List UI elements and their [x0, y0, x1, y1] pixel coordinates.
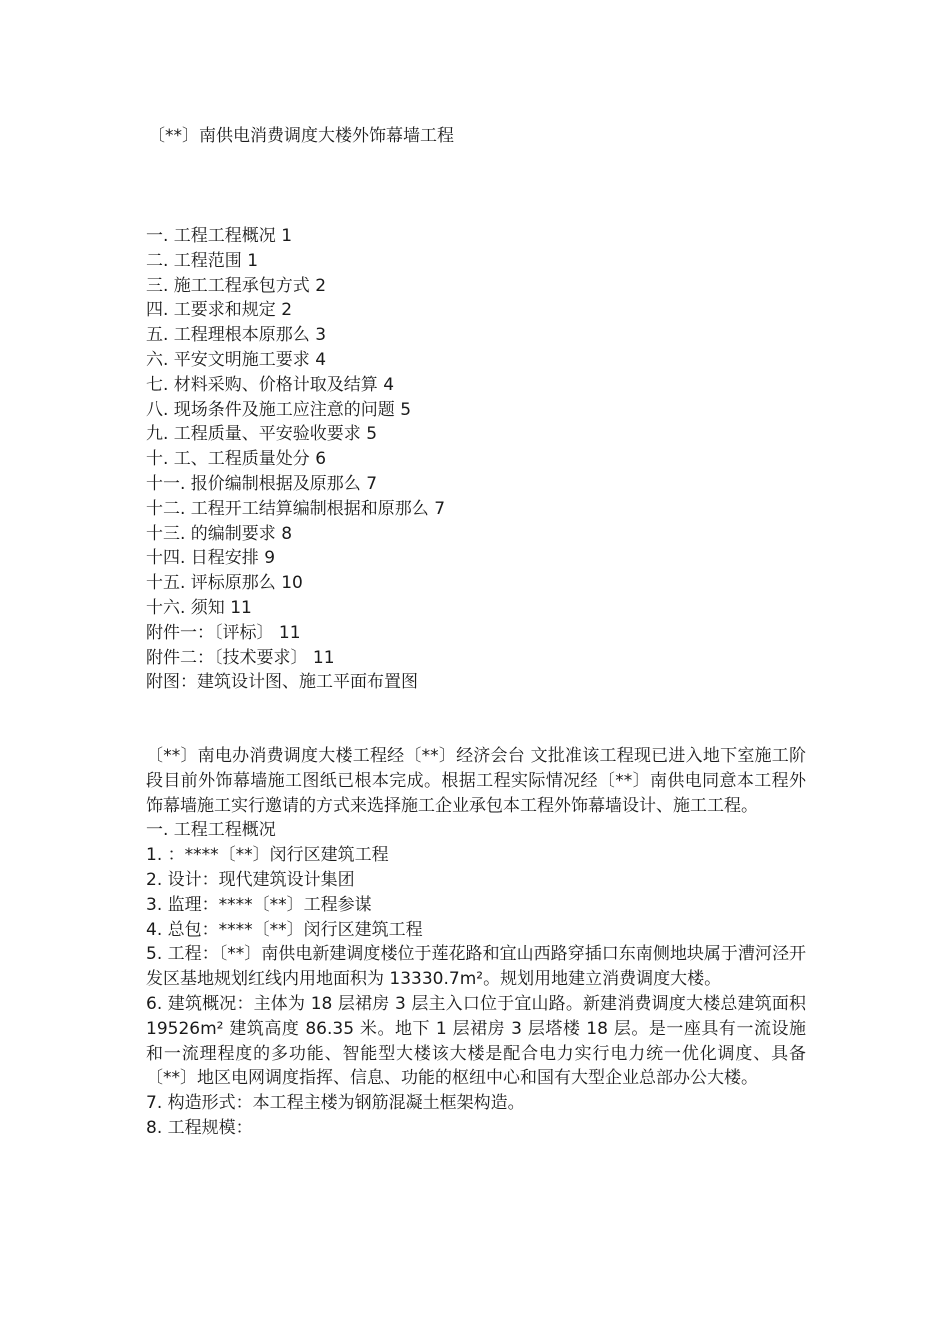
toc-entry: 附图：建筑设计图、施工平面布置图	[146, 672, 418, 693]
document-body	[146, 744, 806, 1141]
overview-item: 5. 工程：〔**〕南供电新建调度楼位于莲花路和宜山西路穿插口东南侧地块属于漕河泾开发区基地规划红线内用地面积为 13330.7m²。规划用地建立消费调度大楼。	[146, 944, 806, 990]
overview-item: 4. 总包：****〔**〕闵行区建筑工程	[146, 919, 423, 940]
overview-item: 3. 监理：****〔**〕工程参谋	[146, 894, 372, 915]
toc-entry: 一. 工程工程概况 1	[146, 226, 293, 246]
toc-entry: 附件一：〔评标〕 11	[146, 622, 301, 643]
toc-entry: 十. 工、工程质量处分 6	[146, 449, 327, 470]
overview-item: 1. ：****〔**〕闵行区建筑工程	[146, 845, 389, 866]
toc-entry: 十二. 工程开工结算编制根据和原那么 7	[146, 498, 446, 519]
toc-entry: 十六. 须知 11	[146, 597, 252, 618]
toc-entry: 二. 工程范围 1	[146, 250, 259, 271]
table-of-contents	[146, 224, 445, 695]
toc-entry: 十四. 日程安排 9	[146, 548, 276, 569]
overview-item: 6. 建筑概况：主体为 18 层裙房 3 层主入口位于宜山路。新建消费调度大楼总建筑面积 19526m² 建筑高度 86.35 米。地下 1 层裙房 3 层塔楼 18 层。是一座具有一流设施和一流理程度的多功能、智能型大楼该大楼是配合电力实行电力统一优化调度、具备〔**〕地区电网调度指挥、信息、功能的枢纽中心和国有大型企业总部办公大楼。	[146, 993, 806, 1089]
overview-item: 8. 工程规模：	[146, 1117, 253, 1138]
overview-item: 2. 设计：现代建筑设计集团	[146, 869, 355, 890]
toc-entry: 十五. 评标原那么 10	[146, 573, 303, 594]
toc-entry: 五. 工程理根本原那么 3	[146, 325, 327, 346]
section-heading: 一. 工程工程概况	[146, 820, 276, 841]
toc-entry: 六. 平安文明施工要求 4	[146, 349, 327, 370]
toc-entry: 九. 工程质量、平安验收要求 5	[146, 424, 378, 445]
toc-entry: 四. 工要求和规定 2	[146, 300, 293, 321]
toc-entry: 十三. 的编制要求 8	[146, 523, 293, 544]
toc-entry: 八. 现场条件及施工应注意的问题 5	[146, 399, 412, 420]
toc-entry: 三. 施工工程承包方式 2	[146, 275, 327, 296]
toc-entry: 附件二：〔技术要求〕 11	[146, 647, 335, 668]
intro-paragraph: 〔**〕南电办消费调度大楼工程经〔**〕经济会台 文批准该工程现已进入地下室施工阶段目前外饰幕墙施工图纸已根本完成。根据工程实际情况经〔**〕南供电同意本工程外饰幕墙施工实行邀请的方式来选择施工企业承包本工程外饰幕墙设计、施工工程。	[146, 746, 806, 816]
toc-entry: 七. 材料采购、价格计取及结算 4	[146, 374, 395, 395]
toc-entry: 十一. 报价编制根据及原那么 7	[146, 473, 378, 494]
overview-item: 7. 构造形式：本工程主楼为钢筋混凝土框架构造。	[146, 1093, 525, 1114]
document-title: 〔**〕南供电消费调度大楼外饰幕墙工程	[148, 126, 454, 146]
